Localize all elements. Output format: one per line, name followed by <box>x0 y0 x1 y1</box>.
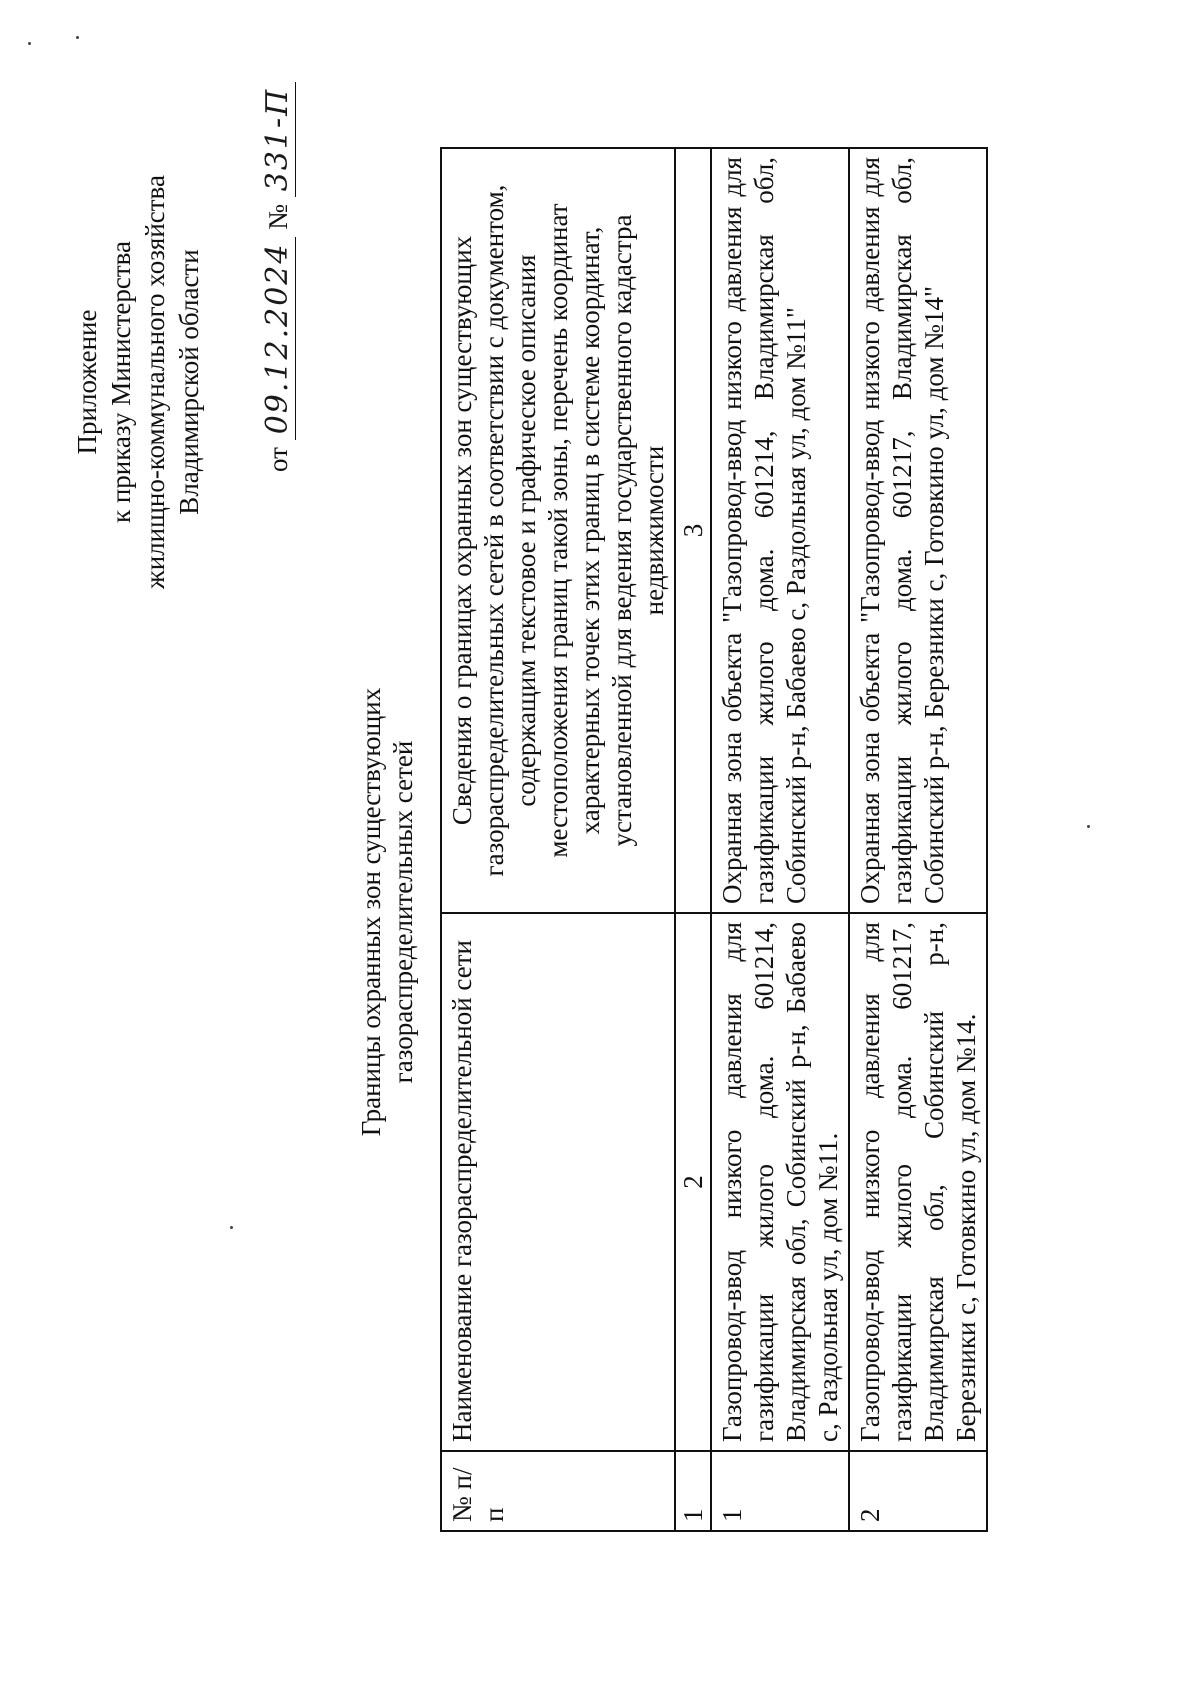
appendix-label: Приложение <box>72 309 102 455</box>
zone-description: Охранная зона объекта "Газопровод-ввод низкого давления для газификации жилого дома. 601214, Владимирская обл, Собинский р-н, Бабаево с, Раздольная ул, дом №11" <box>711 148 849 913</box>
table-row <box>849 148 987 1531</box>
table-row <box>711 148 849 1531</box>
region-name: Владимирской области <box>174 249 204 515</box>
row-number: 2 <box>849 1451 987 1531</box>
scan-speck <box>230 1226 233 1229</box>
column-number-1: 1 <box>675 1451 711 1531</box>
row-number: 1 <box>711 1451 849 1531</box>
header-zone-info: Сведения о границах охранных зон существующих газораспределительных сетей в соответствии с документом, содержащим текстовое и графическое описания местоположения границ такой зоны, перечень координат характерных точек этих границ в системе координат, установленной для ведения государственного кадастра недвижимости <box>441 148 675 913</box>
document-title <box>355 452 419 1372</box>
network-name: Газопровод-ввод низкого давления для газификации жилого дома. 601214, Владимирская обл, Собинский р-н, Бабаево с, Раздольная ул, дом №11. <box>711 913 849 1451</box>
order-date-number <box>260 82 296 472</box>
order-prefix: от <box>263 447 293 472</box>
column-number-row <box>675 148 711 1531</box>
order-date-handwritten: 09.12.2024 <box>260 237 296 441</box>
protection-zones-table <box>440 147 988 1532</box>
zone-description: Охранная зона объекта "Газопровод-ввод низкого давления для газификации жилого дома. 601217, Владимирская обл, Собинский р-н, Березники с, Готовкино ул, дом №14" <box>849 148 987 913</box>
order-number-handwritten: 331-П <box>260 82 296 198</box>
column-number-2: 2 <box>675 913 711 1451</box>
header-number: № п/п <box>441 1451 675 1531</box>
order-number-prefix: № <box>263 204 293 230</box>
column-number-3: 3 <box>675 148 711 913</box>
table-header-row <box>441 148 675 1531</box>
network-name: Газопровод-ввод низкого давления для газификации жилого дома. 601217, Владимирская обл, Собинский р-н, Березники с, Готовкино ул, дом №14. <box>849 913 987 1451</box>
appendix-header <box>70 62 206 702</box>
ministry-name: жилищно-коммунального хозяйства <box>140 175 170 589</box>
order-reference: к приказу Министерства <box>106 240 136 524</box>
scan-speck <box>76 36 79 39</box>
scan-speck <box>1087 825 1090 828</box>
scan-speck <box>28 42 31 45</box>
title-line-2: газораспределительных сетей <box>388 740 418 1084</box>
title-line-1: Границы охранных зон существующих <box>356 687 386 1137</box>
header-network-name: Наименование газораспределительной сети <box>441 913 675 1451</box>
